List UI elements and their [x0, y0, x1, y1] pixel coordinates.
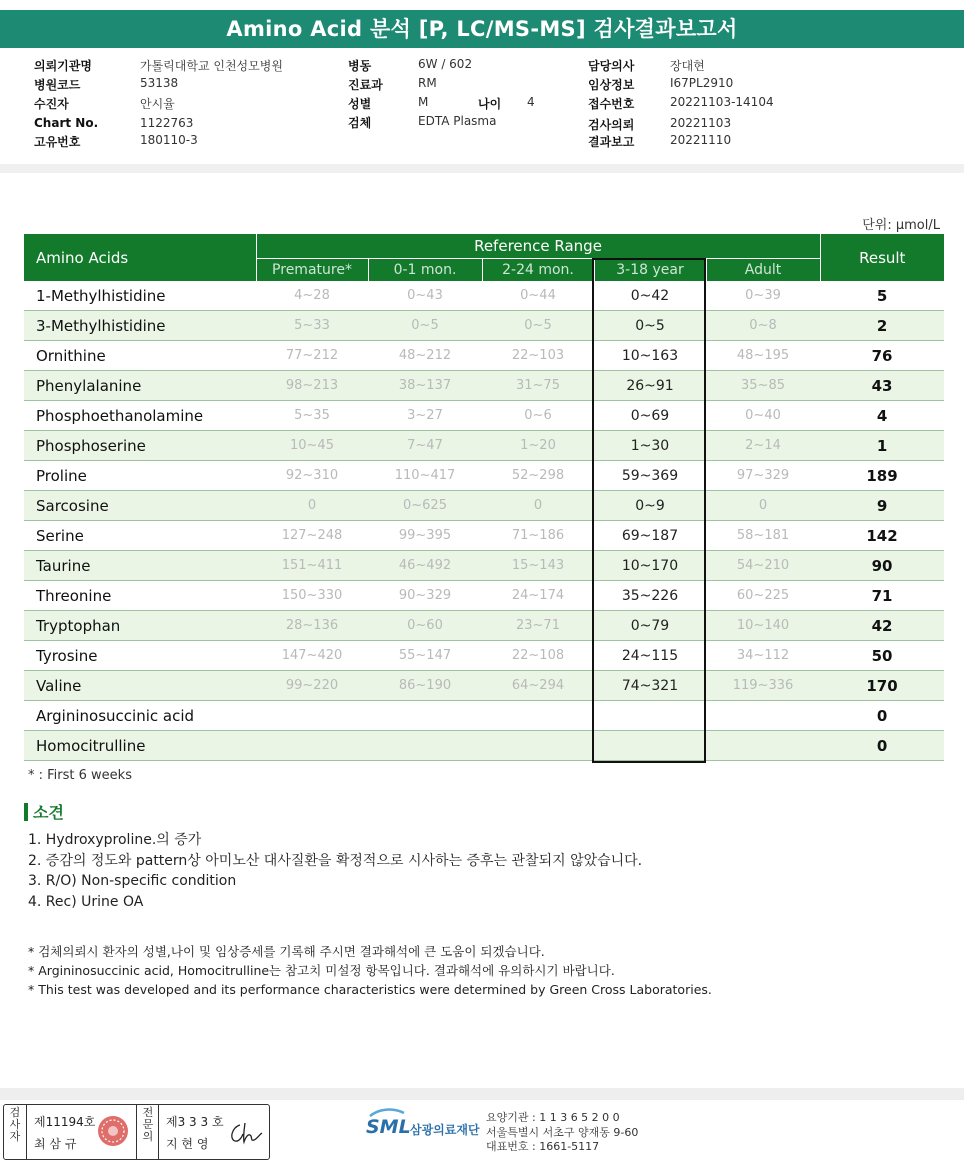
- info-value-clinical-info: I67PL2910: [670, 76, 734, 90]
- table-row: [24, 491, 944, 521]
- result-cell: 43: [820, 371, 944, 401]
- amino-acid-name: Valine: [24, 671, 256, 701]
- notes: [28, 942, 712, 999]
- reference-range-cell: 59~369: [594, 461, 706, 491]
- org-info-line: 서울특별시 서초구 양재동 9-60: [486, 1125, 639, 1139]
- reference-range-cell: 64~294: [482, 671, 594, 701]
- reference-range-cell: 22~103: [482, 341, 594, 371]
- reference-range-cell: [368, 701, 482, 731]
- amino-acid-name: 3-Methylhistidine: [24, 311, 256, 341]
- divider: [26, 1105, 27, 1159]
- reference-range-cell: [482, 701, 594, 731]
- reference-range-cell: 99~395: [368, 521, 482, 551]
- reference-range-cell: 74~321: [594, 671, 706, 701]
- reference-range-cell: 46~492: [368, 551, 482, 581]
- subheader-1: 0-1 mon.: [368, 259, 482, 282]
- amino-acid-name: Proline: [24, 461, 256, 491]
- result-cell: 1: [820, 431, 944, 461]
- reference-range-cell: [256, 701, 368, 731]
- reference-range-cell: [482, 731, 594, 761]
- opinion-item: 2. 증감의 정도와 pattern상 아미노산 대사질환을 확정적으로 시사하는 증후는 관찰되지 않았습니다.: [28, 852, 643, 869]
- unit-label: 단위: μmol/L: [862, 218, 940, 233]
- result-cell: 170: [820, 671, 944, 701]
- reference-range-cell: 71~186: [482, 521, 594, 551]
- info-value-hospital-code: 53138: [140, 76, 179, 90]
- header-amino-acids: Amino Acids: [24, 234, 256, 281]
- reference-range-cell: 151~411: [256, 551, 368, 581]
- table-row: [24, 701, 944, 731]
- info-label-receipt-no: 접수번호: [588, 97, 635, 111]
- reference-range-cell: 150~330: [256, 581, 368, 611]
- organization-info: [486, 1111, 638, 1155]
- highlight-box-3-18-year: [592, 258, 706, 763]
- result-cell: 50: [820, 641, 944, 671]
- specialist-name: 지 현 영: [166, 1137, 209, 1151]
- info-label-doctor: 담당의사: [588, 59, 635, 73]
- reference-range-cell: 10~45: [256, 431, 368, 461]
- reference-range-cell: 31~75: [482, 371, 594, 401]
- info-label-department: 진료과: [348, 78, 383, 92]
- reference-range-cell: 90~329: [368, 581, 482, 611]
- table-footnote: * : First 6 weeks: [28, 768, 132, 783]
- info-label-specimen: 검체: [348, 116, 372, 130]
- result-cell: 42: [820, 611, 944, 641]
- reference-range-cell: 0~5: [368, 311, 482, 341]
- info-value-doctor: 장대현: [670, 59, 705, 73]
- reference-range-cell: 52~298: [482, 461, 594, 491]
- reference-range-cell: 35~85: [706, 371, 820, 401]
- reference-range-cell: 0~44: [482, 281, 594, 311]
- reference-range-cell: 0~60: [368, 611, 482, 641]
- opinion-item: 4. Rec) Urine OA: [28, 893, 144, 910]
- info-label-report-date: 결과보고: [588, 135, 635, 149]
- reference-range-cell: 77~212: [256, 341, 368, 371]
- reference-range-cell: 0~5: [594, 311, 706, 341]
- report-title: Amino Acid 분석 [P, LC/MS-MS] 검사결과보고서: [0, 10, 964, 48]
- reference-range-cell: 60~225: [706, 581, 820, 611]
- footer-divider: [0, 1088, 964, 1100]
- table-row: [24, 521, 944, 551]
- result-cell: 0: [820, 701, 944, 731]
- reference-range-cell: 24~115: [594, 641, 706, 671]
- reference-range-cell: 92~310: [256, 461, 368, 491]
- reference-range-cell: 55~147: [368, 641, 482, 671]
- subheader-2: 2-24 mon.: [482, 259, 594, 282]
- info-value-request-date: 20221103: [670, 116, 732, 130]
- info-value-unique-no: 180110-3: [140, 133, 198, 147]
- note-item: * This test was developed and its performance characteristics were determined by Green Cross Laboratories.: [28, 982, 712, 997]
- amino-acid-name: Phosphoserine: [24, 431, 256, 461]
- amino-acid-name: Phosphoethanolamine: [24, 401, 256, 431]
- reference-range-cell: 0: [256, 491, 368, 521]
- subheader-0: Premature*: [256, 259, 368, 282]
- result-cell: 4: [820, 401, 944, 431]
- reference-range-cell: 119~336: [706, 671, 820, 701]
- specialist-license: 제3 3 3 호: [166, 1115, 224, 1129]
- reference-range-cell: 26~91: [594, 371, 706, 401]
- section-divider: [0, 164, 964, 173]
- table-row: [24, 461, 944, 491]
- table-row: [24, 431, 944, 461]
- reference-range-cell: 58~181: [706, 521, 820, 551]
- info-label-sex: 성별: [348, 97, 372, 111]
- result-cell: 71: [820, 581, 944, 611]
- header-result: Result: [820, 234, 944, 281]
- handwritten-signature-icon: [226, 1119, 264, 1147]
- info-value-report-date: 20221110: [670, 133, 732, 147]
- reference-range-cell: 0~79: [594, 611, 706, 641]
- tester-label: 검사자: [9, 1106, 21, 1143]
- info-value-chart-no: 1122763: [140, 116, 194, 130]
- opinion-item: 3. R/O) Non-specific condition: [28, 873, 237, 889]
- reference-range-cell: 0~8: [706, 311, 820, 341]
- reference-range-cell: 0~43: [368, 281, 482, 311]
- reference-range-cell: [368, 731, 482, 761]
- org-info-line: 대표번호 : 1661-5117: [486, 1140, 600, 1153]
- amino-acid-table: [24, 234, 944, 761]
- info-label-clinical-info: 임상정보: [588, 78, 635, 92]
- reference-range-cell: 28~136: [256, 611, 368, 641]
- reference-range-cell: 110~417: [368, 461, 482, 491]
- info-label-age: 나이: [478, 97, 502, 111]
- info-value-age: 4: [527, 95, 535, 109]
- info-value-ward: 6W / 602: [418, 57, 473, 71]
- reference-range-cell: 0~625: [368, 491, 482, 521]
- heading-marker: [24, 803, 28, 821]
- reference-range-cell: 0~42: [594, 281, 706, 311]
- reference-range-cell: 0~9: [594, 491, 706, 521]
- reference-range-cell: 35~226: [594, 581, 706, 611]
- reference-range-cell: 0: [706, 491, 820, 521]
- reference-range-cell: 48~195: [706, 341, 820, 371]
- table-row: [24, 281, 944, 311]
- amino-acid-name: Tryptophan: [24, 611, 256, 641]
- info-label-hospital-code: 병원코드: [34, 78, 81, 92]
- reference-range-cell: 23~71: [482, 611, 594, 641]
- amino-acid-name: Phenylalanine: [24, 371, 256, 401]
- info-label-patient: 수진자: [34, 97, 69, 111]
- org-info-line: 요양기관 : 1 1 3 6 5 2 0 0: [486, 1111, 620, 1124]
- opinion-list: [28, 830, 642, 912]
- table-row: [24, 341, 944, 371]
- info-label-chart-no: Chart No.: [34, 116, 99, 130]
- reference-range-cell: 54~210: [706, 551, 820, 581]
- signature-box: [3, 1104, 270, 1160]
- reference-range-cell: 147~420: [256, 641, 368, 671]
- reference-range-cell: 5~35: [256, 401, 368, 431]
- amino-acid-name: Serine: [24, 521, 256, 551]
- amino-acid-name: Sarcosine: [24, 491, 256, 521]
- result-cell: 2: [820, 311, 944, 341]
- reference-range-cell: 1~20: [482, 431, 594, 461]
- divider: [158, 1105, 159, 1159]
- logo-text: SML: [366, 1116, 411, 1138]
- amino-acid-name: Taurine: [24, 551, 256, 581]
- result-cell: 0: [820, 731, 944, 761]
- table-row: [24, 671, 944, 701]
- reference-range-cell: 127~248: [256, 521, 368, 551]
- reference-range-cell: 7~47: [368, 431, 482, 461]
- reference-range-cell: 0~40: [706, 401, 820, 431]
- reference-range-cell: 0~69: [594, 401, 706, 431]
- opinion-heading: [24, 800, 64, 823]
- seal-stamp-icon: [96, 1114, 130, 1148]
- table-row: [24, 581, 944, 611]
- reference-range-cell: 0~5: [482, 311, 594, 341]
- reference-range-cell: 69~187: [594, 521, 706, 551]
- reference-range-cell: 10~140: [706, 611, 820, 641]
- amino-acid-name: Homocitrulline: [24, 731, 256, 761]
- opinion-title: 소견: [33, 803, 64, 822]
- result-cell: 189: [820, 461, 944, 491]
- table-row: [24, 371, 944, 401]
- result-cell: 90: [820, 551, 944, 581]
- specialist-label: 전문의: [142, 1106, 154, 1143]
- amino-acid-name: Ornithine: [24, 341, 256, 371]
- reference-range-cell: 4~28: [256, 281, 368, 311]
- info-value-specimen: EDTA Plasma: [418, 114, 497, 128]
- table-row: [24, 611, 944, 641]
- reference-range-cell: 2~14: [706, 431, 820, 461]
- patient-info: [0, 55, 964, 155]
- info-label-unique-no: 고유번호: [34, 135, 81, 149]
- reference-range-cell: [706, 701, 820, 731]
- subheader-3: 3-18 year: [594, 259, 706, 282]
- result-cell: 76: [820, 341, 944, 371]
- result-cell: 5: [820, 281, 944, 311]
- header-reference-range: Reference Range: [256, 234, 820, 259]
- amino-acid-name: 1-Methylhistidine: [24, 281, 256, 311]
- info-label-request-date: 검사의뢰: [588, 118, 635, 132]
- reference-range-cell: 24~174: [482, 581, 594, 611]
- divider: [136, 1105, 137, 1159]
- organization-name: 삼광의료재단: [410, 1123, 480, 1137]
- reference-range-cell: 0: [482, 491, 594, 521]
- tester-license: 제11194호: [34, 1115, 96, 1129]
- table-row: [24, 551, 944, 581]
- reference-range-cell: 48~212: [368, 341, 482, 371]
- reference-range-cell: 38~137: [368, 371, 482, 401]
- reference-range-cell: 10~170: [594, 551, 706, 581]
- tester-name: 최 삼 규: [34, 1137, 77, 1151]
- table-row: [24, 731, 944, 761]
- info-value-receipt-no: 20221103-14104: [670, 95, 774, 109]
- amino-acid-name: Tyrosine: [24, 641, 256, 671]
- table-row: [24, 401, 944, 431]
- note-item: * Argininosuccinic acid, Homocitrulline는 참고치 미설정 항목입니다. 결과해석에 유의하시기 바랍니다.: [28, 963, 615, 978]
- table-row: [24, 641, 944, 671]
- info-value-sex: M: [418, 95, 429, 109]
- subheader-4: Adult: [706, 259, 820, 282]
- reference-range-cell: 98~213: [256, 371, 368, 401]
- info-label-institution: 의뢰기관명: [34, 59, 92, 73]
- reference-range-cell: 34~112: [706, 641, 820, 671]
- reference-range-cell: 15~143: [482, 551, 594, 581]
- amino-acid-name: Threonine: [24, 581, 256, 611]
- table-row: [24, 311, 944, 341]
- reference-range-cell: 5~33: [256, 311, 368, 341]
- info-value-patient: 안시율: [140, 97, 175, 111]
- reference-range-cell: 0~6: [482, 401, 594, 431]
- result-cell: 142: [820, 521, 944, 551]
- opinion-item: 1. Hydroxyproline.의 증가: [28, 832, 202, 848]
- info-value-institution: 가톨릭대학교 인천성모병원: [140, 59, 283, 73]
- reference-range-cell: [706, 731, 820, 761]
- reference-range-cell: 0~39: [706, 281, 820, 311]
- info-label-ward: 병동: [348, 59, 372, 73]
- result-cell: 9: [820, 491, 944, 521]
- reference-range-cell: 3~27: [368, 401, 482, 431]
- reference-range-cell: 10~163: [594, 341, 706, 371]
- amino-acid-name: Argininosuccinic acid: [24, 701, 256, 731]
- reference-range-cell: 99~220: [256, 671, 368, 701]
- info-value-department: RM: [418, 76, 437, 90]
- reference-range-cell: 97~329: [706, 461, 820, 491]
- reference-range-cell: [256, 731, 368, 761]
- note-item: * 검체의뢰시 환자의 성별,나이 및 임상증세를 기록해 주시면 결과해석에 큰 도움이 되겠습니다.: [28, 944, 545, 959]
- reference-range-cell: 1~30: [594, 431, 706, 461]
- reference-range-cell: 86~190: [368, 671, 482, 701]
- reference-range-cell: 22~108: [482, 641, 594, 671]
